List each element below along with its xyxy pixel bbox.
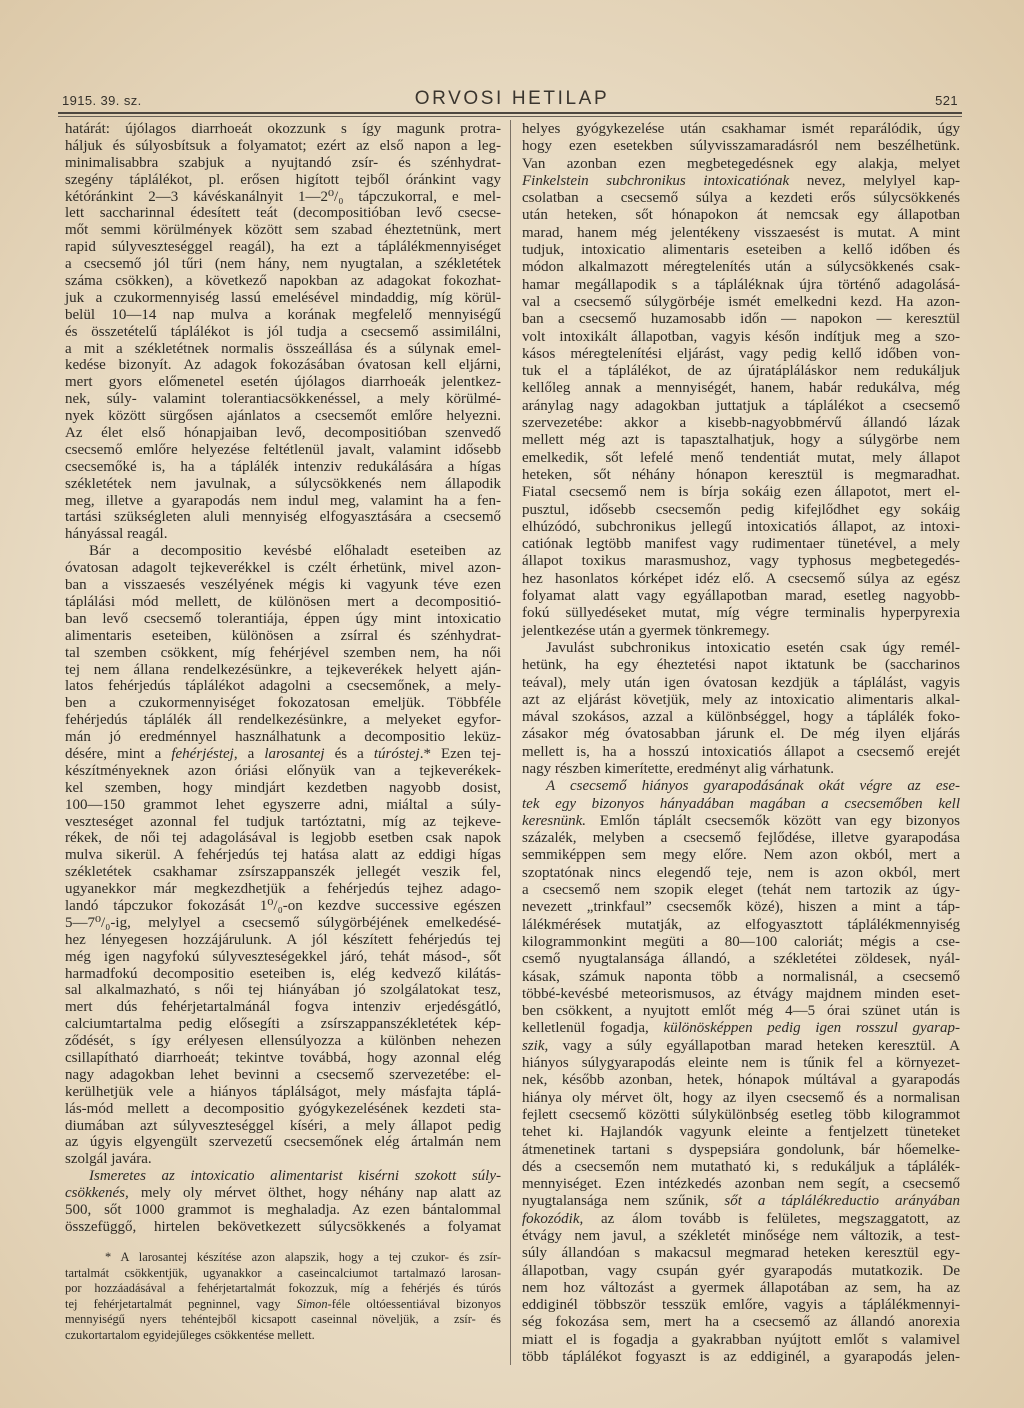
text-line: nagy adagokban lehet bevinni a csecsemő szervezetébe: el- <box>65 1066 501 1083</box>
text-line: csolatban a csecsemő súlya a kezdeti erős súlycsökkenés <box>522 190 960 207</box>
italic-text: csökkenés, <box>65 1185 129 1202</box>
text-line: ban levő csecsemő tolerantiája, éppen úgy mint intoxicatio <box>65 610 501 627</box>
text-line: módon alkalmazott méregtelenítés után a súlycsökkenés csak- <box>522 259 960 276</box>
text-line: marad, hanem még jelentékeny visszaesést is mutat. A mint <box>522 224 960 241</box>
text-line: összefüggő, hirtelen bekövetkezett súlycsökkenés a folyamat <box>65 1218 501 1235</box>
text-line: ség fokozása sem, mert ha a csecsemő az állandó anorexia <box>522 1314 960 1331</box>
italic-text: keresnünk. <box>522 812 586 829</box>
text-line <box>65 1168 501 1185</box>
text-line: a csecsemő nem szopik eleget (tehát nem tartozik az úgy- <box>522 882 960 899</box>
text-line: ben csökkent, a nyujtott emlőt még 4—5 órai szünet után is <box>522 1003 960 1020</box>
text-line: kel szemben, hogy mindjárt kezdetben nagyobb dosist, <box>65 779 501 796</box>
text-line: százalék, melyben a csecsemő fejlődése, illetve gyarapodása <box>522 830 960 847</box>
text-line: nevezett „trinkfaul” csecsemők közé), hiszen a mint a táp- <box>522 899 960 916</box>
text-line: nek, súly- valamint tolerantiacsökkenéssel, a mely körülmé- <box>65 391 501 408</box>
text-line: többé-kevésbé meteorismusos, az étvágy majdnem minden eset- <box>522 985 960 1002</box>
text-line: val a csecsemő súlygörbéje ismét emelkedni kezd. Ha azon- <box>522 293 960 310</box>
text-line: teával), mely után igen óvatosan kezdjük a táplálást, vagyis <box>522 674 960 691</box>
text-run: kelletlenül fogadja, <box>522 1020 664 1037</box>
text-line: sal alkalmazható, s női tej hiányában jó szolgálatokat tesz, <box>65 982 501 999</box>
italic-text: szik, <box>522 1037 549 1054</box>
italic-text: sőt a táplálékreductio arányában <box>724 1193 961 1210</box>
italic-text: fehérjéstej <box>171 745 234 762</box>
text-line: nem hoz változást a gyermek állapotában az sem, ha az <box>522 1279 960 1296</box>
text-line: rapid súlyveszteséggel reagál), ha ezt a táplálékmennyiséget <box>65 239 501 256</box>
text-line: mert dús fehérjetartalmánál fogva intenziv erjedésgátló, <box>65 999 501 1016</box>
text-line: tuk el a táplálékot, de az újratápláláskor nem redukáljuk <box>522 363 960 380</box>
text-line: veszteséget azonnal fel tudjuk tartóztatni, míg az tejkeve- <box>65 813 501 830</box>
text-line: átmenetinek tartani s dyspepsiára gondolunk, bár hőemelke- <box>522 1141 960 1158</box>
text-line: landó tápczukor fokozását 1⁰/₀-on kezdve successive egészen <box>65 897 501 914</box>
text-line: szervezetébe: akkor a kisebb-nagyobbmérvű állandó lázak <box>522 415 960 432</box>
text-line: miatt el is fogadja a gyakrabban nyújtott emlőt s valamivel <box>522 1331 960 1348</box>
text-line: folyamat alatt vagy egyállapotban marad, esetleg nagyobb- <box>522 588 960 605</box>
text-line: szoptatónak nincs elegendő teje, nem is azon okból, mert <box>522 864 960 881</box>
text-line: készítményeknek azon óriási előnyük van a tejkeverékek- <box>65 762 501 779</box>
text-line: csecsemő emlőre helyezése feltétlenül javalt, valamint idősebb <box>65 441 501 458</box>
text-line: mennyiségű nyers tehéntejből kicsapott caseinnal növeljük, a zsír- és <box>65 1312 501 1326</box>
text-line: jelentkezése után a gyermek tönkremegy. <box>522 622 770 639</box>
text-line: kedése bizonyít. Az adagok fokozásában óvatosan kell eljárni, <box>65 357 501 374</box>
text-line: ződését, s így erélyesen ellensúlyozza a különben nehezen <box>65 1033 501 1050</box>
text-line: hiánya oly mérvet ölt, hogy az ilyen csecsemő és a normalisan <box>522 1089 960 1106</box>
text-line: aránylag nagy adagokban juttatjuk a táplálékot a csecsemő <box>522 397 960 414</box>
text-line: Az élet első hónapjaiban levő, decompositióban szenvedő <box>65 425 501 442</box>
text-run: nyugtalansága nem szűnik, <box>522 1193 725 1210</box>
italic-text: Finkelstein subchronikus intoxicatiónak <box>522 172 790 189</box>
text-line: kásak, számuk naponta több a normalisnál, a csecsemő <box>522 968 960 985</box>
text-line: székletétek nem javulnak, a súlycsökkenés nem állapodik <box>65 475 501 492</box>
text-line: étvágy nem javul, a székletét minősége nem változik, a test- <box>522 1228 960 1244</box>
text-line: semmiképpen sem megy előre. Nem azon okból, mert a <box>522 847 960 864</box>
text-line: csecsemőké is, ha a táplálék intenziv redukálására a hígas <box>65 458 501 475</box>
text-line: csemő nyugtalansága állandó, a székletétei zöldesek, nyál- <box>522 951 960 968</box>
text-line: mulva sikerül. A fehérjedús tej hatása alatt az eddigi hígas <box>65 847 501 864</box>
text-line: után heteken, sőt hónapokon át nemcsak egy állapotban <box>522 207 960 224</box>
text-line: száma csökken), a következő napokban az adagokat fokozhat- <box>65 273 501 290</box>
text-line: belül 10—14 nap mulva a korának megfelelő mennyiségű <box>65 306 501 323</box>
text-line: hiányos súlygyarapodás eleinte nem is tűnik fel a környezet- <box>522 1055 960 1072</box>
text-line: nagy részben kimerítette, eredményt alig várhatunk. <box>522 760 834 777</box>
text-line: súly állandóan s makacsul megmarad heteken keresztül egy- <box>522 1245 960 1262</box>
left-column <box>65 121 501 1236</box>
text-line: 500, sőt 1000 grammot is meghaladja. Az ezen bántalommal <box>65 1202 501 1218</box>
text-line: hányással reagál. <box>65 526 168 543</box>
page-number: 521 <box>935 93 958 108</box>
italic-text: fokozódik, <box>522 1210 584 1227</box>
text-line: * A larosantej készítése azon alapszik, hogy a tej czukor- és zsír- <box>105 1250 501 1264</box>
text-run: nevez, melylyel kap- <box>789 172 960 189</box>
text-line: heteken, sőt néhány hónapon keresztül is megmaradhat. <box>522 466 960 483</box>
journal-title: ORVOSI HETILAP <box>414 88 610 109</box>
text-line: alimentaris eseteiben, különösen a zsírral és szénhydrat- <box>65 627 501 644</box>
text-line <box>65 1185 501 1202</box>
text-line: tartási szükségleten aluli mennyiség elfogyasztására a csecsemő <box>65 509 501 526</box>
text-line: helyes gyógykezelése után csakhamar ismét reparálódik, úgy <box>522 121 960 137</box>
text-line: calciumtartalma pedig elősegíti a zsírszappanszékletétek kép- <box>65 1016 501 1033</box>
text-line: a mit a székletétnek normalis összeállása és a súlynak emel- <box>65 340 501 357</box>
text-line: Fiatal csecsemő nem is bírja sokáig ezen állapotot, mert el- <box>522 484 960 501</box>
text-line <box>522 1211 960 1228</box>
text-line: a csecsemő jól tűri (nem hány, nem nyugtalan, a székletétek <box>65 256 501 273</box>
text-line: lás-mód mellett a decompositio gyógykezelésének kezdeti sta- <box>65 1100 501 1117</box>
text-line: hogy ezen esetekben súlyvisszamaradásról nem beszélhetünk. <box>522 138 960 155</box>
right-column <box>522 121 960 1366</box>
text-line: tehet ki. Hajlandók vagyunk eleinte a fentjelzett tüneteket <box>522 1124 960 1141</box>
text-line: hez hasonlatos kórképet idéz elő. A csecsemő súlya az egész <box>522 570 960 587</box>
text-line: azt az eljárást követjük, mely az intoxicatio alimentaris alkal- <box>522 691 960 708</box>
text-line <box>522 1038 960 1055</box>
text-line: táplálási mód mellett, de különösen mert a decompositió- <box>65 593 501 610</box>
text-line: határát: újólagos diarrhoeát okozzunk s így magunk protra- <box>65 121 501 137</box>
text-run: Emlőn táplált csecsemők között van egy bizonyos <box>586 812 960 829</box>
text-line: 100—150 grammot lehet egyszerre adni, miáltal a súly- <box>65 796 501 813</box>
text-line: és összetételű táplálékot is jól tudja a csecsemő assimilálni, <box>65 323 501 340</box>
text-line: Bár a decompositio kevésbé előhaladt eseteiben az <box>89 543 501 560</box>
text-line: szegény táplálékot, pl. erősen higított tejből óránkint vagy <box>65 171 501 188</box>
text-line: ban a visszaesés veszélyének mégis ki vagyunk téve ezen <box>65 577 501 594</box>
header-rule <box>58 112 962 114</box>
text-line: 5—7⁰/₀-ig, melylyel a csecsemő súlygörbéjének emelkedésé- <box>65 914 501 931</box>
text-line: hez lényegesen hozzájárulunk. A jól készített fehérjedús tej <box>65 931 501 948</box>
text-line <box>65 746 501 763</box>
italic-text: túróstej <box>373 745 420 762</box>
text-line: kétóránkint 2—3 kávéskanálnyit 1—2⁰/₀ tápczukorral, e mel- <box>65 188 501 205</box>
text-line: tej nem állana rendelkezésünkre, a tejkeverékek helyett aján- <box>65 661 501 678</box>
text-line: állapotban, vagy csupán gyér gyarapodás mutatkozik. De <box>522 1262 960 1279</box>
italic-text: larosantej <box>264 745 325 762</box>
text-line: kásos méregtelenítési eljárást, vagy pedig kellő időben von- <box>522 345 960 362</box>
text-run: désére, mint a <box>65 745 172 762</box>
text-line: zásakor még óvatosabban járunk el. De még ilyen eljárás <box>522 726 960 743</box>
text-line: emelkedik, sőt lefelé menő tendentiát mutat, mely állapot <box>522 449 960 466</box>
text-line: mellett is, ha a hosszú intoxicatiós állapot a csecsemő erejét <box>522 743 960 760</box>
text-line <box>522 173 960 190</box>
text-line: latos fehérjedús táplálékot adagolni a csecsemőnek, a mely- <box>65 678 501 695</box>
text-run: és a <box>324 745 374 762</box>
text-line: pusztul, idősebb csecsemőn pedig kifejlődhet egy sokáig <box>522 501 960 518</box>
text-line: lálékmérések mutatják, az elfogyasztott táplálékmennyiség <box>522 916 960 933</box>
text-line: mőt semmi körülmények között sem szabad éheztetnünk, mert <box>65 222 501 239</box>
text-line: juk a czukormennyiség lassú emelésével mindaddig, míg körül- <box>65 289 501 306</box>
text-line <box>522 813 960 830</box>
italic-text: tek egy bizonyos hányadában magában a csecsemőben kell <box>522 795 960 812</box>
text-line: mával szokásos, azzal a különbséggel, hogy a táplálék foko- <box>522 709 960 726</box>
text-line: por hozzáadásával a fehérjetartalmát fokozzuk, míg a fehérjés és túrós <box>65 1281 501 1295</box>
text-line: tartalmát csökkentjük, ugyanakkor a caseincalciumot tartalmazó larosan- <box>65 1265 501 1280</box>
text-line: tudjuk, intoxicatio alimentaris eseteiben a kellő időben és <box>522 242 960 259</box>
text-line: kerülhetjük vele a hiányos táplálságot, mely másfajta táplá- <box>65 1083 501 1100</box>
text-line: Van azonban ezen megbetegedésnek egy alakja, melyet <box>522 155 960 172</box>
text-line: mennyiséget. Ezen intézkedés azonban nem segít, a csecsemő <box>522 1176 960 1193</box>
text-line: nek, később azonban, hetek, hónapok múltával a gyarapodás <box>522 1072 960 1089</box>
text-line: lett saccharinnal édesített teát (decompositióban levő csecse- <box>65 205 501 222</box>
text-line <box>522 796 960 813</box>
text-line: fokú süllyedéseket mutat, míg végre terminalis hyperpyrexia <box>522 605 960 622</box>
text-line: ban a csecsemő huzamosabb időn — napokon — keresztül <box>522 311 960 328</box>
text-line: rékek, de női tej adagolásával is legjobb esetben csak napok <box>65 830 501 847</box>
text-line: szolgál javára. <box>65 1151 152 1168</box>
italic-text: A csecsemő hiányos gyarapodásának okát végre az ese- <box>546 778 960 795</box>
text-line: minimalisabbra szabjuk a nyujtandó zsír- és szénhydrat- <box>65 154 501 171</box>
text-line <box>522 1020 960 1037</box>
text-line: több táplálékot fogyaszt is az eddiginél, a gyarapodás jelen- <box>522 1349 960 1366</box>
text-line: állapot toxikus marasmushoz, vagy typhosus megbetegedés- <box>522 553 960 570</box>
text-line: dés a csecsemőn nem mutatható ki, s redukáljuk a táplálék- <box>522 1158 960 1175</box>
text-line: mán jó eredménnyel használhatunk a decompositio leküz- <box>65 729 501 746</box>
issue-number: 1915. 39. sz. <box>62 93 142 108</box>
text-line: catiónak legtöbb manifest vagy rudimentaer tünetével, a mely <box>522 536 960 553</box>
text-run: vagy a súly egyállapotban marad heteken keresztül. A <box>548 1037 960 1054</box>
text-run: .* Ezen tej- <box>419 745 501 762</box>
text-line: ugyanekkor már megkezdhetjük a fehérjedús tejhez adago- <box>65 881 501 898</box>
header-rule <box>58 116 962 117</box>
text-line: hamar megállapodik s a tápláléknak újra történő adagolásá- <box>522 276 960 293</box>
column-divider <box>510 120 511 1365</box>
text-line: székletétek csakhamar zsírszappanszék jellegét veszik fel, <box>65 864 501 881</box>
text-line: Javulást subchronikus intoxicatio esetén csak úgy remél- <box>546 639 960 656</box>
text-line: csillapítható diarrhoeát; tekintve továbbá, hogy azonnal elég <box>65 1049 501 1066</box>
text-run: mely oly mérvet ölthet, hogy néhány nap alatt az <box>128 1185 501 1202</box>
text-line: volt intoxikált állapotban, vagyis későn indítjuk meg a szo- <box>522 328 960 345</box>
text-run: -féle oltóessentiával bizonyos <box>327 1296 501 1311</box>
italic-text: különösképpen pedig igen rosszul gyarap- <box>663 1020 960 1037</box>
text-line: kellőleg annak a mennyiségét, hanem, habár redukálva, még <box>522 380 960 397</box>
text-run: az álom tovább is felületes, megszaggatott, az <box>583 1210 960 1227</box>
text-line: fejlett csecsemő közötti súlykülönbség esetleg több kilogrammot <box>522 1106 960 1123</box>
text-line: elhúzódó, subchronikus jellegű intoxicatiós állapot, az intoxi- <box>522 518 960 535</box>
text-line: czukortartalom egyidejűleges csökkentése mellett. <box>65 1327 315 1342</box>
text-line: háljuk és súlyosbítsuk a folyamatot; ezért az első napon a leg- <box>65 137 501 154</box>
text-run: , a <box>233 745 265 762</box>
footnote <box>65 1250 501 1343</box>
italic-text: Simon <box>296 1296 328 1311</box>
text-line: tal szemben csökkent, míg fehérjével szemben nem, ha női <box>65 644 501 661</box>
text-line: kilogrammonkint megüti a 80—100 caloriát; mégis a cse- <box>522 933 960 950</box>
text-line: diumában azt súlyveszteséggel kíséri, a mely állapot pedig <box>65 1117 501 1134</box>
text-line: fehérjedús táplálék áll rendelkezésünkre, a melyeket egyfor- <box>65 712 501 729</box>
text-line: még igen nagyfokú súlyveszteségekkel járó, tehát másod-, sőt <box>65 948 501 965</box>
text-line: mellett még azt is tapasztalhatjuk, hogy a súlygörbe nem <box>522 432 960 449</box>
text-line <box>522 1193 960 1210</box>
text-line: óvatosan adagolt tejkeverékkel is czélt érhetünk, mivel azon- <box>65 560 501 577</box>
text-line: az úgyis elgyengült szervezetű csecsemőnek elég ártalmán nem <box>65 1134 501 1151</box>
text-line <box>65 1297 501 1313</box>
italic-text: Ismeretes az intoxicatio alimentarist kisérni szokott súly- <box>89 1168 501 1185</box>
text-line: meg, illetve a gyarapodás nem indul meg, valamint ha a fen- <box>65 492 501 509</box>
text-run: tej fehérjetartalmát pegninnel, vagy <box>65 1296 297 1311</box>
text-line: ben a czukormennyiséget fokozatosan emeljük. Többféle <box>65 695 501 712</box>
text-line: hetünk, ha egy éheztetési napot iktatunk be (saccharinos <box>522 657 960 674</box>
text-line: eddiginél többször tesszük emlőre, vagyis a táplálékmennyi- <box>522 1297 960 1314</box>
text-line <box>522 778 960 795</box>
text-line: nyek között sürgősen ajánlatos a csecsemőt emlőre helyezni. <box>65 408 501 425</box>
text-line: mert gyors előmenetel esetén újólagos diarrhoeák jelentkez- <box>65 374 501 391</box>
text-line: harmadfokú decompositio eseteiben is, elég kedvező kilátás- <box>65 965 501 982</box>
